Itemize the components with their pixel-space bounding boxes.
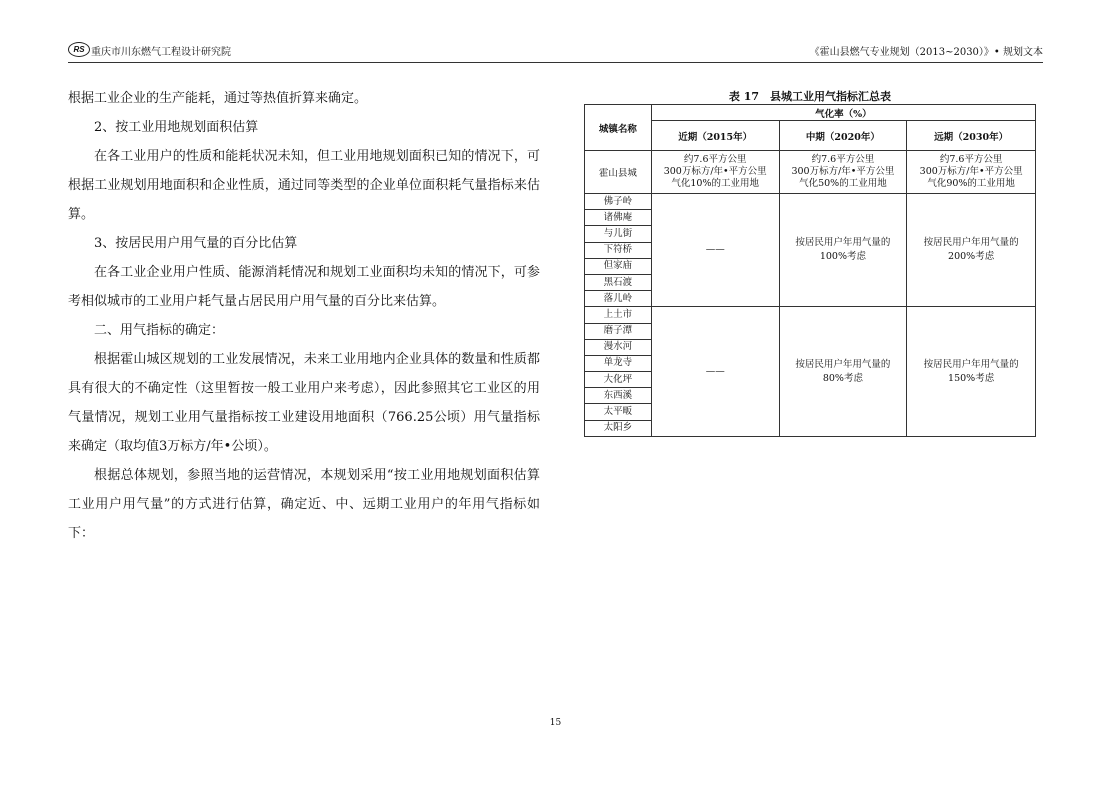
- town-cell: 霍山县城: [585, 151, 652, 194]
- header-long-term: 远期（2030年）: [907, 121, 1036, 151]
- paragraph: 在各工业用户的性质和能耗状况未知，但工业用地规划面积已知的情况下，可根据工业规划用地面积和企业性质，通过同等类型的企业单位面积耗气量指标来估算。: [68, 149, 540, 222]
- near-term-cell: ——: [651, 307, 779, 437]
- town-cell: 东西溪: [585, 388, 652, 404]
- long-term-cell: 按居民用户年用气量的 200%考虑: [907, 194, 1036, 307]
- paragraph: 根据工业企业的生产能耗，通过等热值折算来确定。: [68, 91, 368, 106]
- town-cell: 太平畈: [585, 404, 652, 420]
- body-text: [68, 84, 540, 548]
- organization-name: 重庆市川东燃气工程设计研究院: [91, 47, 231, 58]
- mid-term-cell: 按居民用户年用气量的 100%考虑: [779, 194, 907, 307]
- town-cell: 漫水河: [585, 339, 652, 355]
- paragraph: 二、用气指标的确定：: [94, 323, 225, 338]
- page-header: [68, 40, 1043, 63]
- industrial-gas-index-table: [584, 104, 1036, 437]
- town-cell: 单龙寺: [585, 355, 652, 371]
- header-town: 城镇名称: [585, 105, 652, 151]
- near-term-cell: 约7.6平方公里 300万标方/年•平方公里 气化10%的工业用地: [651, 151, 779, 194]
- paragraph: 在各工业企业用户性质、能源消耗情况和规划工业面积均未知的情况下，可参考相似城市的工业用户耗气量占居民用户用气量的百分比来估算。: [68, 265, 540, 309]
- town-cell: 大化坪: [585, 372, 652, 388]
- town-cell: 落儿岭: [585, 291, 652, 307]
- town-cell: 太阳乡: [585, 420, 652, 436]
- town-cell: 黑石渡: [585, 274, 652, 290]
- town-cell: 磨子潭: [585, 323, 652, 339]
- mid-term-cell: 约7.6平方公里 300万标方/年•平方公里 气化50%的工业用地: [779, 151, 907, 194]
- table-title: 表 17 县城工业用气指标汇总表: [728, 90, 892, 103]
- header-mid-term: 中期（2020年）: [779, 121, 907, 151]
- mid-term-cell: 按居民用户年用气量的 80%考虑: [779, 307, 907, 437]
- town-cell: 诸佛庵: [585, 210, 652, 226]
- paragraph: 根据总体规划，参照当地的运营情况，本规划采用“按工业用地规划面积估算工业用户用气量”的方式进行估算，确定近、中、远期工业用户的年用气指标如下：: [68, 468, 540, 541]
- header-near-term: 近期（2015年）: [651, 121, 779, 151]
- document-title: 《霍山县燃气专业规划（2013~2030）》• 规划文本: [809, 47, 1043, 58]
- page-number: 15: [549, 718, 562, 728]
- long-term-cell: 约7.6平方公里 300万标方/年•平方公里 气化90%的工业用地: [907, 151, 1036, 194]
- town-cell: 上土市: [585, 307, 652, 323]
- paragraph: 根据霍山城区规划的工业发展情况，未来工业用地内企业具体的数量和性质都具有很大的不确定性（这里暂按一般工业用户来考虑），因此参照其它工业区的用气量情况，规划工业用气量指标按工业建设用地面积（766.25公顷）用气量指标来确定（取均值3万标方/年•公顷）。: [68, 352, 540, 454]
- town-cell: 但家庙: [585, 258, 652, 274]
- town-cell: 下符桥: [585, 242, 652, 258]
- header-gasification-rate: 气化率（%）: [651, 105, 1035, 121]
- town-cell: 佛子岭: [585, 194, 652, 210]
- paragraph: 2、按工业用地规划面积估算: [94, 120, 259, 135]
- near-term-cell: ——: [651, 194, 779, 307]
- town-cell: 与儿街: [585, 226, 652, 242]
- paragraph: 3、按居民用户用气量的百分比估算: [94, 236, 298, 251]
- company-logo: RS: [68, 42, 90, 57]
- long-term-cell: 按居民用户年用气量的 150%考虑: [907, 307, 1036, 437]
